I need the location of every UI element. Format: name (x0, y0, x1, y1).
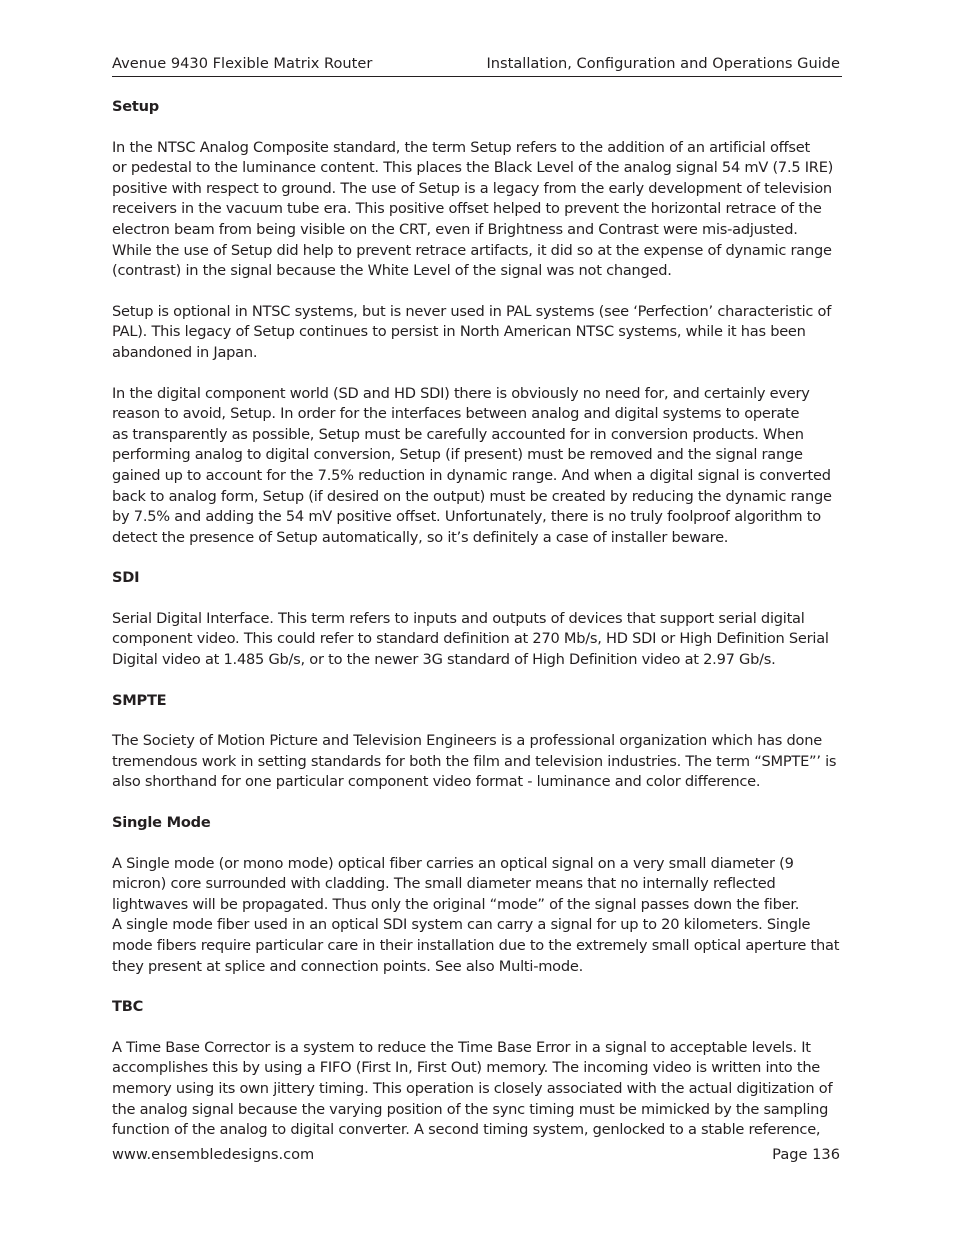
text-line: abandoned in Japan. (112, 343, 258, 361)
header-guide-title: Installation, Configuration and Operations Guide (486, 55, 840, 72)
text-line: mode fibers require particular care in their installation due to the extremely small optical aperture that (112, 937, 840, 954)
text-line: function of the analog to digital converter. A second timing system, genlocked to a stable reference, (112, 1121, 821, 1139)
text-line: Digital video at 1.485 Gb/s, or to the newer 3G standard of High Definition video at 2.97 Gb/s. (112, 651, 776, 669)
text-line: lightwaves will be propagated. Thus only the original “mode” of the signal passes down the fiber. (112, 895, 800, 913)
text-line: detect the presence of Setup automatically, so it’s definitely a case of installer beware. (112, 528, 729, 546)
paragraph (112, 384, 844, 549)
text-line: In the NTSC Analog Composite standard, the term Setup refers to the addition of an artificial offset (112, 138, 810, 156)
section-heading: Single Mode (112, 814, 211, 832)
text-line: back to analog form, Setup (if desired on the output) must be created by reducing the dynamic range (112, 487, 832, 505)
text-line: reason to avoid, Setup. In order for the interfaces between analog and digital systems to operate (112, 405, 800, 423)
footer-website: www.ensembledesigns.com (112, 1146, 315, 1163)
text-line: The Society of Motion Picture and Television Engineers is a professional organization which has done (112, 732, 822, 750)
section-heading: SDI (112, 569, 140, 587)
section-heading: SMPTE (112, 691, 167, 709)
text-line: they present at splice and connection points. See also Multi-mode. (112, 957, 583, 975)
footer-page-number: Page 136 (772, 1146, 840, 1163)
paragraph (112, 138, 844, 282)
text-line: A single mode fiber used in an optical SDI system can carry a signal for up to 20 kilometers. Single (112, 916, 811, 934)
section-heading: TBC (112, 998, 144, 1016)
text-line: A Time Base Corrector is a system to reduce the Time Base Error in a signal to acceptable levels. It (112, 1038, 811, 1056)
text-line: component video. This could refer to standard definition at 270 Mb/s, HD SDI or High Definition Serial (112, 630, 829, 648)
paragraph (112, 854, 844, 978)
text-line: receivers in the vacuum tube era. This positive offset helped to prevent the horizontal retrace of the (112, 200, 822, 218)
paragraph (112, 609, 844, 671)
text-line: (contrast) in the signal because the White Level of the signal was not changed. (112, 262, 672, 280)
text-line: In the digital component world (SD and HD SDI) there is obviously no need for, and certainly every (112, 384, 810, 402)
text-line: the analog signal because the varying position of the sync timing must be mimicked by the sampling (112, 1100, 829, 1118)
text-line: performing analog to digital conversion, Setup (if present) must be removed and the signal range (112, 446, 803, 464)
page-header (112, 54, 842, 77)
text-line: or pedestal to the luminance content. This places the Black Level of the analog signal 54 mV (7.5 IRE) (112, 159, 834, 177)
text-line: memory using its own jittery timing. This operation is closely associated with the actual digitization of (112, 1079, 833, 1097)
text-line: PAL). This legacy of Setup continues to persist in North American NTSC systems, while it has been (112, 323, 806, 341)
text-line: positive with respect to ground. The use of Setup is a legacy from the early development of television (112, 179, 832, 197)
paragraph (112, 731, 844, 793)
text-line: as transparently as possible, Setup must be carefully accounted for in conversion products. When (112, 425, 804, 443)
text-line: gained up to account for the 7.5% reduction in dynamic range. And when a digital signal is converted (112, 466, 831, 484)
text-line: micron) core surrounded with cladding. The small diameter means that no internally reflected (112, 875, 776, 893)
text-line: While the use of Setup did help to prevent retrace artifacts, it did so at the expense of dynamic range (112, 241, 832, 259)
text-line: electron beam from being visible on the CRT, even if Brightness and Contrast were mis-adjusted. (112, 220, 798, 238)
header-document-title: Avenue 9430 Flexible Matrix Router (112, 55, 373, 72)
text-line: Setup is optional in NTSC systems, but is never used in PAL systems (see ‘Perfection’ characteristic of (112, 302, 832, 320)
paragraph (112, 302, 844, 364)
text-line: accomplishes this by using a FIFO (First In, First Out) memory. The incoming video is written into the (112, 1059, 821, 1077)
text-line: Serial Digital Interface. This term refers to inputs and outputs of devices that support serial digital (112, 609, 805, 627)
page-footer (112, 1145, 842, 1167)
paragraph (112, 1038, 844, 1141)
text-line: tremendous work in setting standards for both the film and television industries. The term “SMPTE”’ is (112, 752, 837, 770)
text-line: also shorthand for one particular component video format - luminance and color difference. (112, 773, 761, 791)
text-line: by 7.5% and adding the 54 mV positive offset. Unfortunately, there is no truly foolproof algorithm to (112, 508, 821, 526)
page-content (112, 97, 844, 1161)
text-line: A Single mode (or mono mode) optical fiber carries an optical signal on a very small diameter (9 (112, 854, 794, 872)
section-heading: Setup (112, 98, 159, 115)
